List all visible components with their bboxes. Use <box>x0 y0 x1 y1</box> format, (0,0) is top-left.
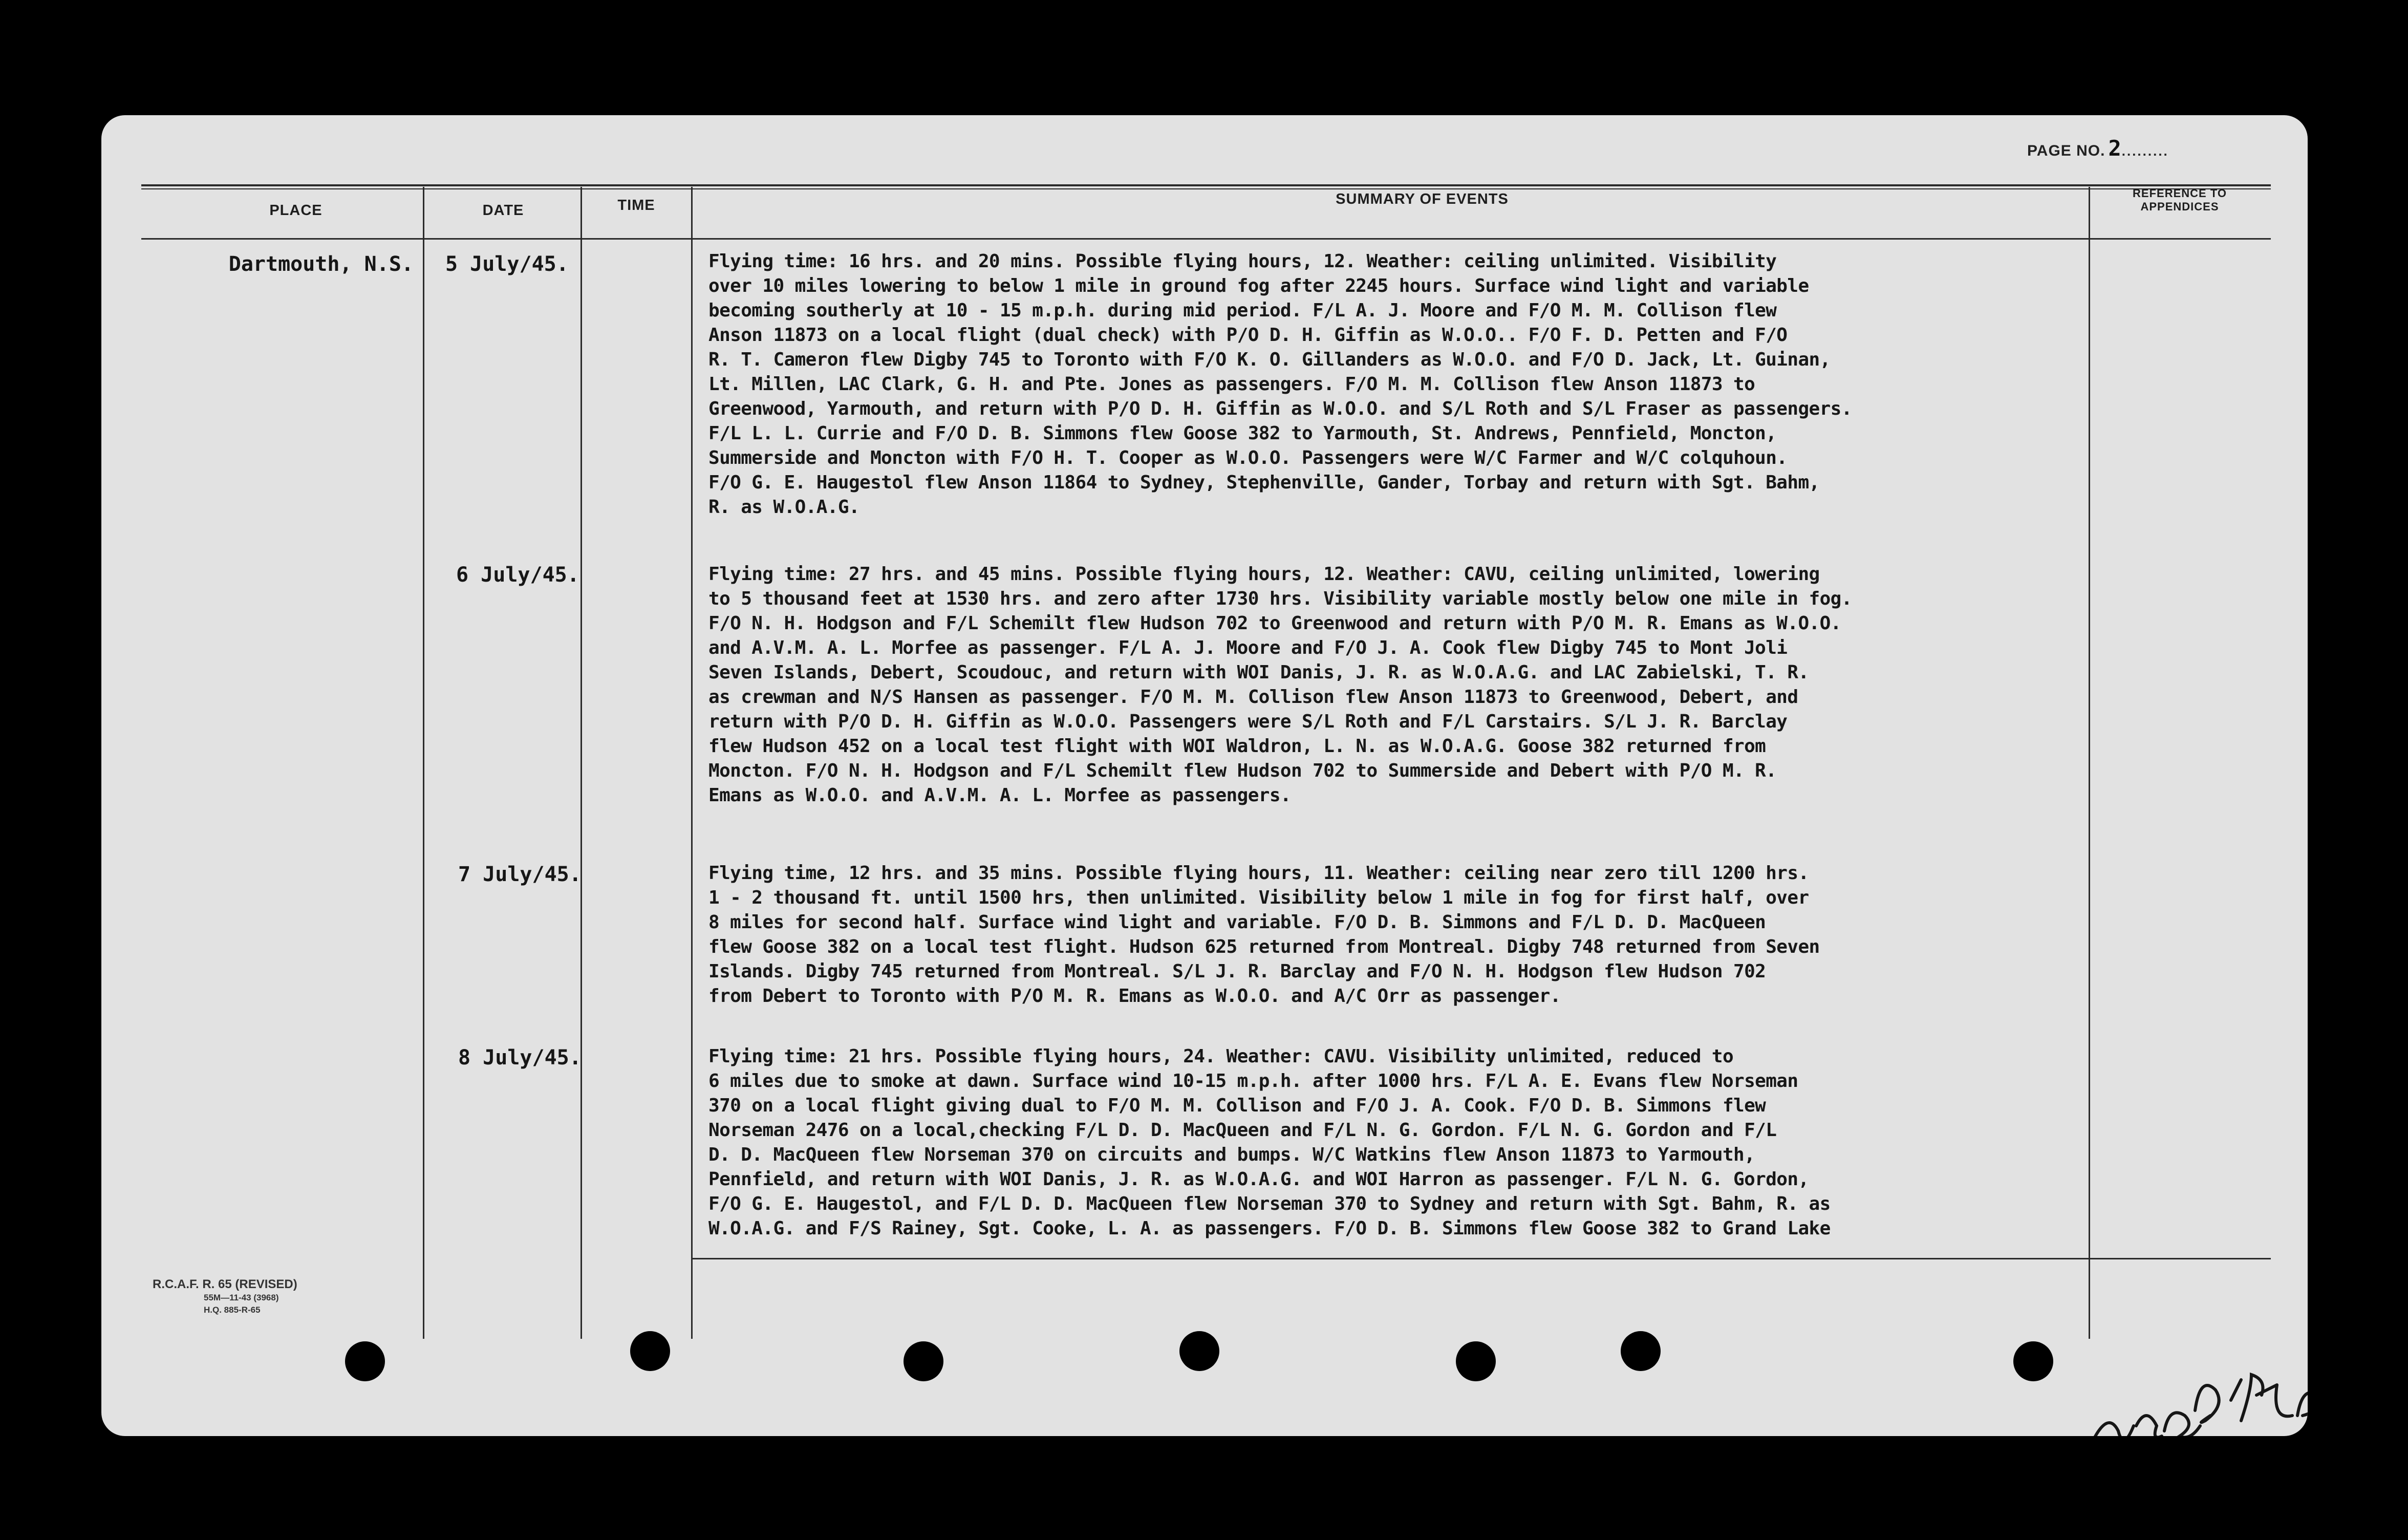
punch-hole-6 <box>1621 1331 1661 1371</box>
form-code-main: R.C.A.F. R. 65 (REVISED) <box>153 1277 297 1291</box>
table-bottom-rule <box>691 1258 2271 1259</box>
entry-date-1: 5 July/45. <box>445 252 569 276</box>
page-number-dots: ......... <box>2121 143 2169 159</box>
column-header-time: TIME <box>617 197 655 213</box>
entry-summary-2: Flying time: 27 hrs. and 45 mins. Possible flying hours, 12. Weather: CAVU, ceiling unlimited, lowering to 5 thousand feet at 1530 hrs. and zero after 1730 hrs. Visibility variable mostly below one mile in fog. F/O N. H. Hodgson and F/L Schemilt flew Hudson 702 to Greenwood and return with P/O M. R. Emans as W.O.O. and A.V.M. A. L. Morfee as passenger. F/L A. J. Moore and F/O J. A. Cook flew Digby 745 to Mont Joli Seven Islands, Debert, Scoudouc, and return with WOI Danis, J. R. as W.O.A.G. and LAC Zabielski, T. R. as crewman and N/S Hansen as passenger. F/O M. M. Collison flew Anson 11873 to Greenwood, Debert, and return with P/O D. H. Giffin as W.O.O. Passengers were S/L Roth and F/L Carstairs. S/L J. R. Barclay flew Hudson 452 on a local test flight with WOI Waldron, L. N. as W.O.A.G. Goose 382 returned from Moncton. F/O N. H. Hodgson and F/L Schemilt flew Hudson 702 to Summerside and Debert with P/O M. R. Emans as W.O.O. and A.V.M. A. L. Morfee as passengers. <box>708 564 1852 806</box>
punch-hole-1 <box>345 1341 385 1381</box>
column-divider-place-date <box>423 187 424 1339</box>
header-top-rule-2 <box>141 188 2271 189</box>
punch-hole-5 <box>1456 1341 1496 1381</box>
punch-hole-3 <box>904 1341 943 1381</box>
entry-date-4: 8 July/45. <box>458 1046 582 1070</box>
page-number: 2 <box>2108 136 2122 161</box>
punch-hole-7 <box>2013 1341 2053 1381</box>
column-divider-time-summary <box>691 187 693 1339</box>
place-value: Dartmouth, N.S. <box>228 252 414 276</box>
entry-date-3: 7 July/45. <box>458 863 582 886</box>
punch-hole-2 <box>630 1331 670 1371</box>
entry-date-2: 6 July/45. <box>456 563 579 587</box>
page-number-label <box>2027 136 2169 161</box>
column-header-summary: SUMMARY OF EVENTS <box>1336 191 1509 207</box>
entry-summary-1: Flying time: 16 hrs. and 20 mins. Possible flying hours, 12. Weather: ceiling unlimited. Visibility over 10 miles lowering to below 1 mile in ground fog after 2245 hours. Surface wind light and variable becoming southerly at 10 - 15 m.p.h. during mid period. F/L A. J. Moore and F/O M. M. Collison flew Anson 11873 on a local flight (dual check) with P/O D. H. Giffin as W.O.O.. F/O F. D. Petten and F/O R. T. Cameron flew Digby 745 to Toronto with F/O K. O. Gillanders as W.O.O. and F/O D. Jack, Lt. Guinan, Lt. Millen, LAC Clark, G. H. and Pte. Jones as passengers. F/O M. M. Collison flew Anson 11873 to Greenwood, Yarmouth, and return with P/O D. H. Giffin as W.O.O. and S/L Roth and S/L Fraser as passengers. F/L L. L. Currie and F/O D. B. Simmons flew Goose 382 to Yarmouth, St. Andrews, Pennfield, Moncton, Summerside and Moncton with F/O H. T. Cooper as W.O.O. Passengers were W/C Farmer and W/C colquhoun. F/O G. E. Haugestol flew Anson 11864 to Sydney, Stephenville, Gander, Torbay and return with Sgt. Bahm, R. as W.O.A.G. <box>708 251 1852 518</box>
entry-summary-4: Flying time: 21 hrs. Possible flying hours, 24. Weather: CAVU. Visibility unlimited, reduced to 6 miles due to smoke at dawn. Surface wind 10-15 m.p.h. after 1000 hrs. F/L A. E. Evans flew Norseman 370 on a local flight giving dual to F/O M. M. Collison and F/O J. A. Cook. F/O D. B. Simmons flew Norseman 2476 on a local,checking F/L D. D. MacQueen and F/L N. G. Gordon. F/L N. G. Gordon and F/L D. D. MacQueen flew Norseman 370 on circuits and bumps. W/C Watkins flew Anson 11873 to Yarmouth, Pennfield, and return with WOI Danis, J. R. as W.O.A.G. and WOI Harron as passenger. F/L N. G. Gordon, F/O G. E. Haugestol, and F/L D. D. MacQueen flew Norseman 370 to Sydney and return with Sgt. Bahm, R. as W.O.A.G. and F/S Rainey, Sgt. Cooke, L. A. as passengers. F/O D. B. Simmons flew Goose 382 to Grand Lake <box>708 1046 1831 1239</box>
column-divider-date-time <box>580 187 582 1339</box>
column-header-place: PLACE <box>269 202 322 219</box>
punch-hole-4 <box>1179 1331 1219 1371</box>
form-code-sub1: 55M—11-43 (3968) <box>204 1293 279 1302</box>
entry-summary-3: Flying time, 12 hrs. and 35 mins. Possible flying hours, 11. Weather: ceiling near zero till 1200 hrs. 1 - 2 thousand ft. until 1500 hrs, then unlimited. Visibility below 1 mile in fog for first half, over 8 miles for second half. Surface wind light and variable. F/O D. B. Simmons and F/L D. D. MacQueen flew Goose 382 on a local test flight. Hudson 625 returned from Montreal. Digby 748 returned from Seven Islands. Digby 745 returned from Montreal. S/L J. R. Barclay and F/O N. H. Hodgson flew Hudson 702 from Debert to Toronto with P/O M. R. Emans as W.O.O. and A/C Orr as passenger. <box>708 863 1820 1007</box>
column-header-date: DATE <box>482 202 524 219</box>
header-bottom-rule <box>141 238 2271 240</box>
page-label: PAGE NO. <box>2027 142 2105 159</box>
header-top-rule <box>141 184 2271 186</box>
handwritten-signature <box>2088 1354 2308 1436</box>
diary-page <box>101 115 2308 1436</box>
form-code-sub2: H.Q. 885-R-65 <box>204 1305 261 1315</box>
form-code <box>153 1277 297 1316</box>
column-header-reference: REFERENCE TO APPENDICES <box>2133 187 2227 213</box>
